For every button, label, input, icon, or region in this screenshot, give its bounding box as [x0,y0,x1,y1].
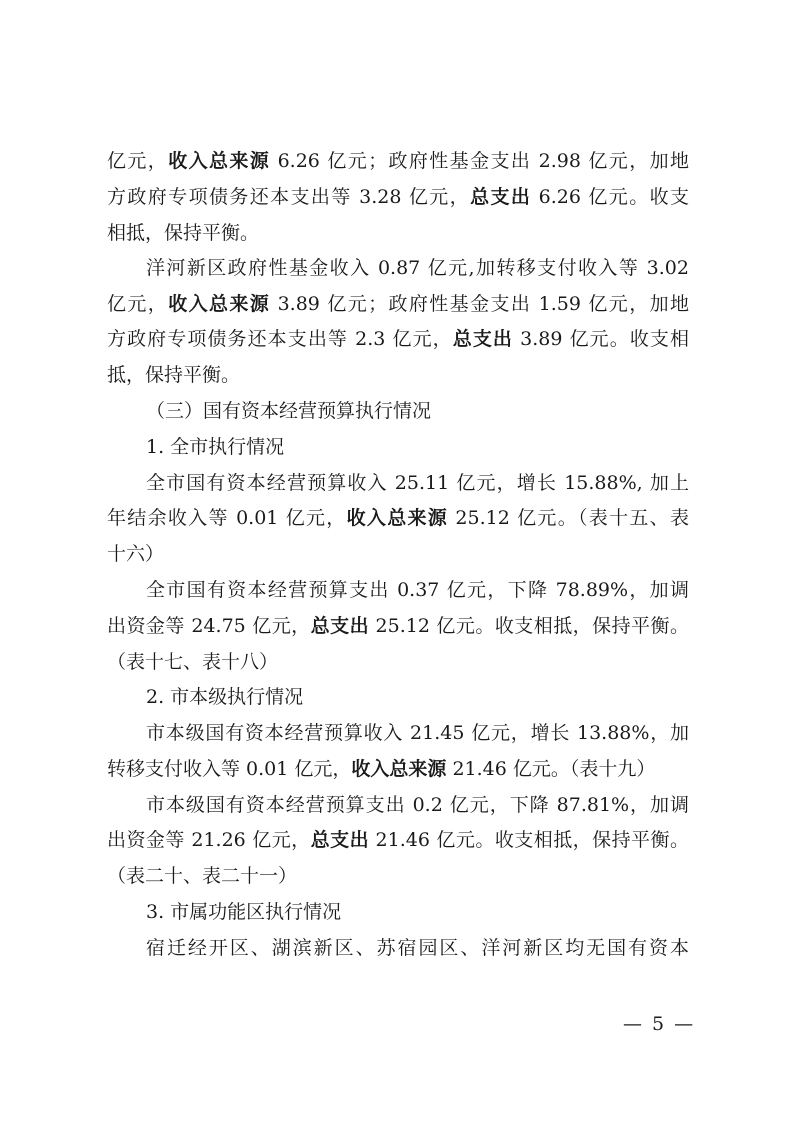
bold-term: 总支出 [310,615,370,637]
page-number: — 5 — [623,1013,696,1035]
subsection-heading: 1. 全市执行情况 [146,436,285,458]
paragraph-line: （表二十、表二十一） [107,865,298,887]
paragraph-line: 全市国有资本经营预算支出 0.37 亿元，下降 78.89%，加调 [146,579,689,601]
subsection-heading: 3. 市属功能区执行情况 [146,901,342,923]
bold-term: 总支出 [310,829,370,851]
bold-term: 总支出 [452,328,514,350]
paragraph-line: 十六） [107,543,165,565]
section-heading: （三）国有资本经营预算执行情况 [146,400,432,422]
paragraph-line: 转移支付收入等 0.01 亿元，收入总来源 21.46 亿元。（表十九） [107,758,656,780]
paragraph-line: 市本级国有资本经营预算支出 0.2 亿元，下降 87.81%，加调 [146,794,689,816]
paragraph-line: （表十七、表十八） [107,651,279,673]
paragraph-line: 市本级国有资本经营预算收入 21.45 亿元，增长 13.88%，加 [146,722,689,744]
paragraph-line: 抵，保持平衡。 [107,364,241,386]
paragraph-line: 宿迁经开区、湖滨新区、苏宿园区、洋河新区均无国有资本 [146,937,689,959]
paragraph-line: 洋河新区政府性基金收入 0.87 亿元,加转移支付收入等 3.02 [146,257,689,279]
bold-term: 收入总来源 [168,293,271,315]
paragraph-line: 方政府专项债务还本支出等 2.3 亿元，总支出 3.89 亿元。收支相 [107,328,689,350]
bold-term: 收入总来源 [168,150,271,172]
paragraph-line: 亿元，收入总来源 3.89 亿元；政府性基金支出 1.59 亿元，加地 [107,293,689,315]
paragraph-line: 出资金等 24.75 亿元，总支出 25.12 亿元。收支相抵，保持平衡。 [107,615,689,637]
paragraph-line: 全市国有资本经营预算收入 25.11 亿元，增长 15.88%, 加上 [146,472,689,494]
bold-term: 总支出 [470,186,532,208]
paragraph-line: 年结余收入等 0.01 亿元，收入总来源 25.12 亿元。（表十五、表 [107,507,689,529]
bold-term: 收入总来源 [346,507,449,529]
bold-term: 收入总来源 [351,758,447,780]
paragraph-line: 出资金等 21.26 亿元，总支出 21.46 亿元。收支相抵，保持平衡。 [107,829,689,851]
paragraph-line: 亿元，收入总来源 6.26 亿元；政府性基金支出 2.98 亿元，加地 [107,150,689,172]
paragraph-line: 相抵，保持平衡。 [107,222,260,244]
subsection-heading: 2. 市本级执行情况 [146,686,304,708]
paragraph-line: 方政府专项债务还本支出等 3.28 亿元，总支出 6.26 亿元。收支 [107,186,689,208]
